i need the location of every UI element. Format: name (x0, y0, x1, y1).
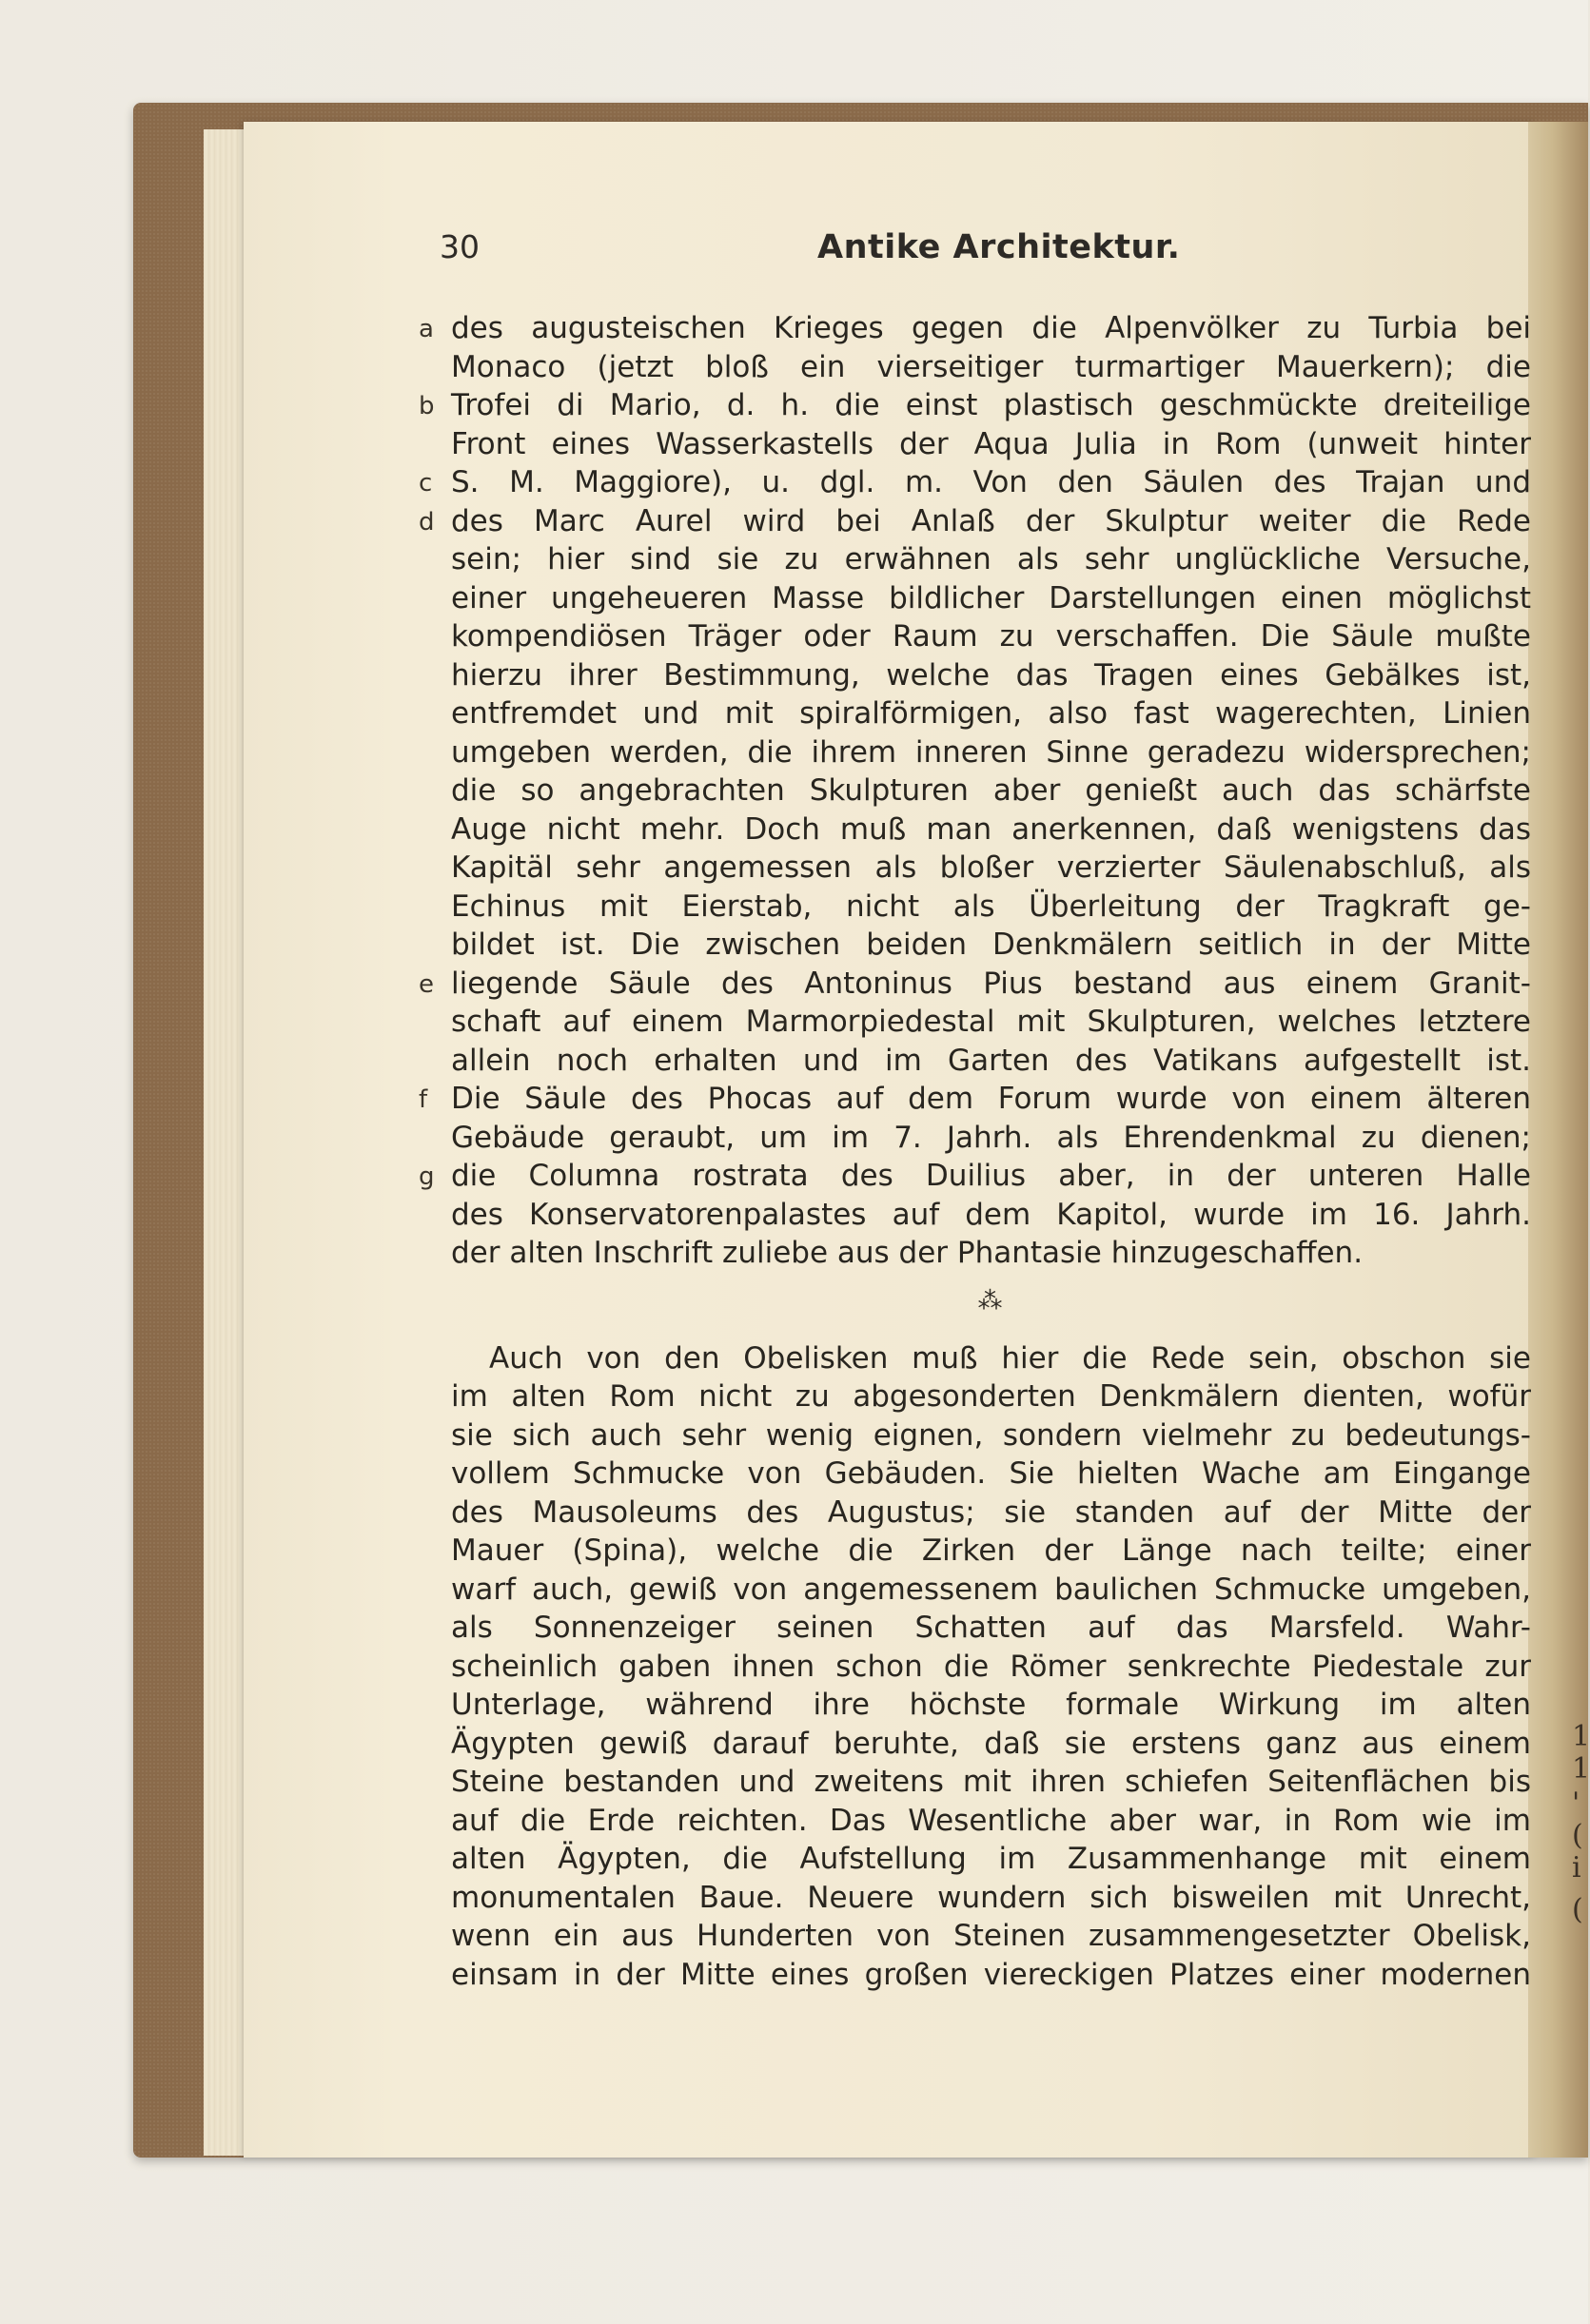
text-line (451, 1532, 1531, 1571)
facing-page-glyph: ( (1572, 1893, 1583, 1926)
text-line (451, 1377, 1531, 1416)
line-text: scheinlich gaben ihnen schon die Römer senkrechte Piedestale zur (451, 1649, 1531, 1684)
text-line (451, 1196, 1531, 1235)
line-text: als Sonnenzeiger seinen Schatten auf das Marsfeld. Wahr- (451, 1611, 1531, 1645)
section-gap (451, 1330, 1531, 1339)
text-line (451, 1763, 1531, 1802)
text-line (451, 1648, 1531, 1687)
line-text: schaft auf einem Marmorpiedestal mit Skulpturen, welches letztere (451, 1005, 1531, 1039)
text-line (451, 1042, 1531, 1081)
line-text: allein noch erhalten und im Garten des Vatikans aufgestellt ist. (451, 1043, 1531, 1078)
line-text: Steine bestanden und zweitens mit ihren schiefen Seitenflächen bis (451, 1765, 1531, 1799)
text-line (419, 463, 1531, 502)
section-ornament: ⁂ (977, 1286, 1005, 1316)
facing-page-glyph: ' (1572, 1787, 1580, 1820)
text-line (451, 1339, 1531, 1378)
line-text: Kapitäl sehr angemessen als bloßer verzierter Säulenabschluß, als (451, 850, 1531, 885)
text-line (419, 1080, 1531, 1119)
text-line (451, 1802, 1531, 1841)
text-line (451, 926, 1531, 965)
line-text: umgeben werden, die ihrem inneren Sinne geradezu widersprechen; (451, 734, 1531, 770)
line-text: kompendiösen Träger oder Raum zu verschaffen. Die Säule mußte (451, 619, 1531, 654)
line-text: im alten Rom nicht zu abgesonderten Denkmälern dienten, wofür (451, 1379, 1531, 1414)
text-line (451, 694, 1531, 733)
text-line (451, 1686, 1531, 1725)
line-text: einsam in der Mitte eines großen viereckigen Platzes einer modernen (451, 1957, 1531, 1992)
text-line (451, 1917, 1531, 1956)
text-line (451, 348, 1531, 387)
line-text: Echinus mit Eierstab, nicht als Überleitung der Tragkraft ge- (451, 889, 1531, 924)
line-text: hierzu ihrer Bestimmung, welche das Tragen eines Gebälkes ist, (451, 657, 1531, 693)
line-text: alten Ägypten, die Aufstellung im Zusammenhange mit einem (451, 1842, 1531, 1876)
line-text: Gebäude geraubt, um im 7. Jahrh. als Ehrendenkmal zu dienen; (451, 1120, 1531, 1155)
line-text: entfremdet und mit spiralförmigen, also fast wagerechten, Linien (451, 696, 1531, 731)
text-line (451, 888, 1531, 927)
line-text: des Marc Aurel wird bei Anlaß der Skulptur weiter die Rede (451, 503, 1531, 538)
line-text: Auge nicht mehr. Doch muß man anerkennen, daß wenigstens das (451, 811, 1531, 847)
line-text: Mauer (Spina), welche die Zirken der Länge nach teilte; einer (451, 1533, 1531, 1568)
line-text: warf auch, gewiß von angemessenem baulichen Schmucke umgeben, (451, 1572, 1531, 1607)
line-text: Die Säule des Phocas auf dem Forum wurde von einem älteren (451, 1082, 1531, 1116)
margin-reference-letter: b (419, 392, 435, 420)
running-head: Antike Architektur. (817, 228, 1181, 266)
facing-page-glyph: 1 (1572, 1752, 1590, 1786)
line-text: des augusteischen Krieges gegen die Alpenvölker zu Turbia bei (451, 311, 1531, 345)
text-line (451, 1003, 1531, 1042)
text-line (451, 810, 1531, 850)
line-text: Monaco (jetzt bloß ein vierseitiger turmartiger Mauerkern); die (451, 349, 1531, 384)
text-line (419, 965, 1531, 1004)
line-text: des Konservatorenpalastes auf dem Kapitol, wurde im 16. Jahrh. (451, 1197, 1531, 1232)
text-line (419, 1157, 1531, 1196)
paragraph-obelisks (451, 1339, 1531, 1995)
facing-page-glyph: 1 (1572, 1720, 1590, 1753)
text-line (419, 309, 1531, 348)
facing-page-glyph: i (1572, 1851, 1581, 1885)
margin-reference-letter: g (419, 1162, 435, 1191)
margin-reference-letter: d (419, 507, 435, 537)
text-line (451, 579, 1531, 618)
text-line (451, 656, 1531, 695)
text-line (451, 1725, 1531, 1764)
line-text: Auch von den Obelisken muß hier die Rede sein, obschon sie (489, 1340, 1531, 1376)
paragraph-monuments (419, 309, 1531, 1273)
text-line (451, 1119, 1531, 1158)
text-line (451, 1416, 1531, 1455)
text-line (451, 425, 1531, 464)
line-text: auf die Erde reichten. Das Wesentliche aber war, in Rom wie im (451, 1803, 1531, 1838)
line-text: wenn ein aus Hunderten von Steinen zusammengesetzter Obelisk, (451, 1919, 1531, 1953)
text-line (419, 386, 1531, 425)
facing-page-glyph: ( (1572, 1819, 1583, 1852)
line-text: vollem Schmucke von Gebäuden. Sie hielten Wache am Eingange (451, 1456, 1531, 1491)
text-line (451, 1879, 1531, 1918)
line-text: der alten Inschrift zuliebe aus der Phantasie hinzugeschaffen. (451, 1236, 1364, 1270)
text-line (419, 502, 1531, 541)
line-text: einer ungeheueren Masse bildlicher Darstellungen einen möglichst (451, 580, 1531, 615)
line-text: S. M. Maggiore), u. dgl. m. Von den Säulen des Trajan und (451, 465, 1531, 499)
margin-reference-letter: a (419, 315, 434, 343)
line-text: Front eines Wasserkastells der Aqua Julia in Rom (unweit hinter (451, 426, 1531, 461)
margin-reference-letter: e (419, 969, 434, 999)
line-text: sie sich auch sehr wenig eignen, sondern vielmehr zu bedeutungs- (451, 1417, 1531, 1453)
text-line (451, 733, 1531, 772)
text-line (451, 849, 1531, 888)
text-line (451, 1840, 1531, 1879)
line-text: monumentalen Baue. Neuere wundern sich bisweilen mit Unrecht, (451, 1880, 1531, 1915)
margin-reference-letter: f (419, 1085, 428, 1114)
line-text: die Columna rostrata des Duilius aber, in der unteren Halle (451, 1159, 1531, 1193)
page-number: 30 (440, 228, 480, 265)
line-text: des Mausoleums des Augustus; sie standen auf der Mitte der (451, 1494, 1531, 1530)
line-text: liegende Säule des Antoninus Pius bestand aus einem Granit- (451, 966, 1531, 1001)
text-line (451, 1494, 1531, 1533)
line-text: sein; hier sind sie zu erwähnen als sehr unglückliche Versuche, (451, 542, 1531, 576)
line-text: Trofei di Mario, d. h. die einst plastisch geschmückte dreiteilige (451, 388, 1531, 422)
text-line (451, 540, 1531, 579)
text-line (451, 1455, 1531, 1494)
text-line (451, 771, 1531, 810)
margin-reference-letter: c (419, 469, 433, 498)
line-text: Ägypten gewiß darauf beruhte, daß sie erstens ganz aus einem (451, 1726, 1531, 1761)
text-line (451, 1571, 1531, 1610)
body-text (419, 309, 1531, 1994)
text-line (451, 1956, 1531, 1995)
text-line (451, 617, 1531, 656)
text-line (451, 1234, 1531, 1273)
line-text: bildet ist. Die zwischen beiden Denkmälern seitlich in der Mitte (451, 928, 1531, 962)
text-line (451, 1609, 1531, 1648)
line-text: die so angebrachten Skulpturen aber genießt auch das schärfste (451, 773, 1531, 808)
line-text: Unterlage, während ihre höchste formale Wirkung im alten (451, 1688, 1531, 1722)
